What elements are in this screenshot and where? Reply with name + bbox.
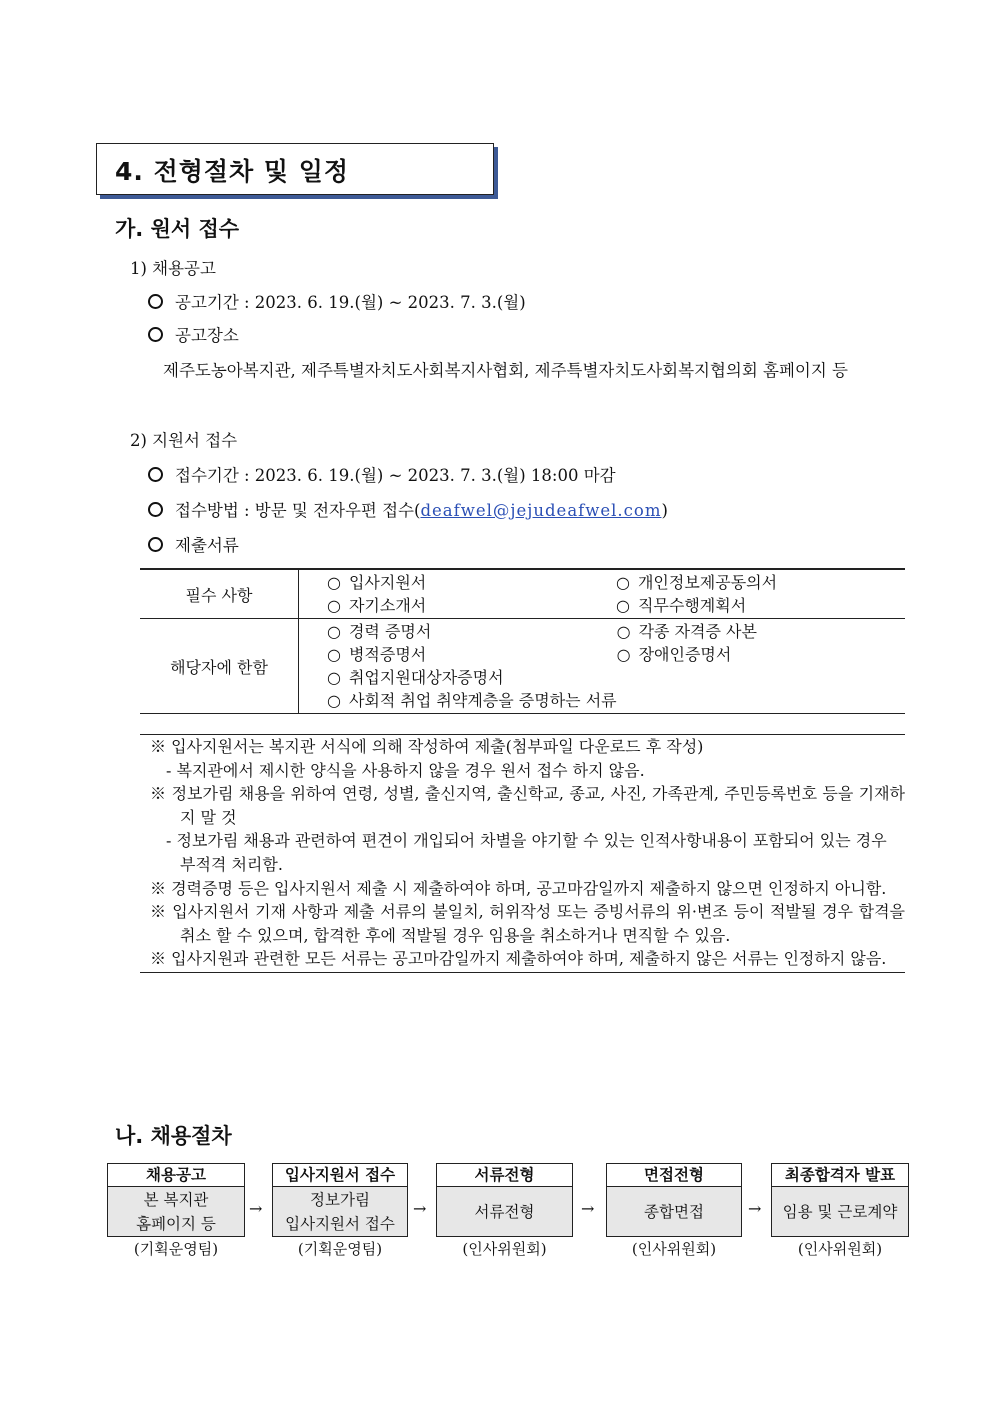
sub2-period-item: [148, 462, 616, 486]
table-row-conditional: [140, 619, 905, 714]
part-a-heading: 가. 원서 접수: [115, 217, 240, 241]
sub2-docs-item: [148, 532, 239, 556]
note-sub: - 정보가림 채용과 관련하여 편견이 개입되어 차별을 야기할 수 있는 인적사항내용이 포함되어 있는 경우 부적격 처리함.: [166, 831, 887, 874]
note: ※ 정보가림 채용을 위하여 연령, 성별, 출신지역, 출신학교, 종교, 사진, 가족관계, 주민등록번호 등을 기재하지 말 것: [150, 784, 905, 827]
step-body: 본 복지관 홈페이지 등: [107, 1187, 245, 1237]
documents-table: [140, 568, 905, 714]
doc-item: ○ 각종 자격증 사본: [616, 622, 757, 641]
sub2-label: 2) 지원서 접수: [130, 431, 238, 450]
sub1-place-text: 제주도농아복지관, 제주특별자치도사회복지사협회, 제주특별자치도사회복지협의회 홈페이지 등: [163, 361, 848, 380]
circle-bullet-icon: [148, 537, 163, 552]
doc-item: ○ 입사지원서: [327, 573, 427, 592]
step-title: 서류전형: [436, 1163, 573, 1187]
step-title: 채용공고: [107, 1163, 245, 1187]
sub2-method-item: [148, 497, 668, 521]
doc-item: ○ 장애인증명서: [616, 645, 732, 664]
step-title: 입사지원서 접수: [272, 1163, 408, 1187]
step-owner: (인사위원회): [797, 1240, 883, 1258]
note: ※ 경력증명 등은 입사지원서 제출 시 제출하여야 하며, 공고마감일까지 제출하지 않으면 인정하지 아니함.: [150, 878, 887, 898]
table-row-required: [140, 569, 905, 619]
process-step: [107, 1163, 245, 1259]
step-body: 임용 및 근로계약: [771, 1187, 909, 1237]
sub1-period: 공고기간 : 2023. 6. 19.(월) ~ 2023. 7. 3.(월): [175, 293, 526, 312]
section-title: 4. 전형절차 및 일정: [115, 157, 350, 186]
doc-item: ○ 경력 증명서: [327, 622, 432, 641]
conditional-label: 해당자에 한함: [140, 619, 299, 714]
note-sub: - 복지관에서 제시한 양식을 사용하지 않을 경우 원서 접수 하지 않음.: [166, 760, 645, 780]
step-owner: (기획운영팀): [297, 1240, 383, 1258]
circle-bullet-icon: [148, 502, 163, 517]
circle-bullet-icon: [148, 327, 163, 342]
arrow-right-icon: →: [748, 1199, 762, 1218]
sub1-label: 1) 채용공고: [130, 259, 216, 278]
section-title-box: [96, 143, 494, 195]
circle-bullet-icon: [148, 294, 163, 309]
process-step: [771, 1163, 909, 1259]
doc-item: ○ 개인정보제공동의서: [616, 573, 778, 592]
sub2-period: 접수기간 : 2023. 6. 19.(월) ~ 2023. 7. 3.(월) 18:00 마감: [175, 466, 616, 485]
arrow-right-icon: →: [581, 1199, 595, 1218]
circle-bullet-icon: [148, 467, 163, 482]
arrow-right-icon: →: [249, 1199, 263, 1218]
step-body: 서류전형: [436, 1187, 573, 1237]
sub2-method-prefix: 접수방법 : 방문 및 전자우편 접수(: [175, 501, 421, 520]
step-owner: (기획운영팀): [133, 1240, 219, 1258]
sub1-period-item: [148, 289, 526, 313]
doc-item: ○ 사회적 취업 취약계층을 증명하는 서류: [327, 691, 617, 710]
required-label: 필수 사항: [140, 569, 299, 619]
notes-box: [140, 734, 905, 973]
sub1-place-item: [148, 322, 239, 346]
step-owner: (인사위원회): [631, 1240, 717, 1258]
sub2-method-suffix: ): [661, 501, 668, 520]
step-body: 종합면접: [606, 1187, 742, 1237]
note: ※ 입사지원과 관련한 모든 서류는 공고마감일까지 제출하여야 하며, 제출하지 않은 서류는 인정하지 않음.: [150, 949, 887, 969]
doc-item: ○ 병적증명서: [327, 645, 427, 664]
step-owner: (인사위원회): [462, 1240, 547, 1258]
doc-item: ○ 직무수행계획서: [616, 596, 747, 615]
doc-item: ○ 취업지원대상자증명서: [327, 668, 504, 687]
sub2-docs-label: 제출서류: [175, 536, 239, 555]
doc-item: ○ 자기소개서: [327, 596, 427, 615]
process-step: [272, 1163, 408, 1259]
note: ※ 입사지원서는 복지관 서식에 의해 작성하여 제출(첨부파일 다운로드 후 작성): [150, 737, 704, 756]
note: ※ 입사지원서 기재 사항과 제출 서류의 불일치, 허위작성 또는 증빙서류의 위·변조 등이 적발될 경우 합격을 취소 할 수 있으며, 합격한 후에 적발될 경우 임용을 취소하거나 면직할 수 있음.: [150, 902, 905, 945]
arrow-right-icon: →: [413, 1199, 427, 1218]
step-title: 면접전형: [606, 1163, 742, 1187]
email-link[interactable]: deafwel@jejudeafwel.com: [420, 501, 662, 520]
part-b-heading: 나. 채용절차: [115, 1124, 232, 1148]
process-step: [606, 1163, 742, 1259]
sub1-place-label: 공고장소: [175, 326, 239, 345]
step-body: 정보가림 입사지원서 접수: [272, 1187, 408, 1237]
step-title: 최종합격자 발표: [771, 1163, 909, 1187]
process-step: [436, 1163, 573, 1259]
